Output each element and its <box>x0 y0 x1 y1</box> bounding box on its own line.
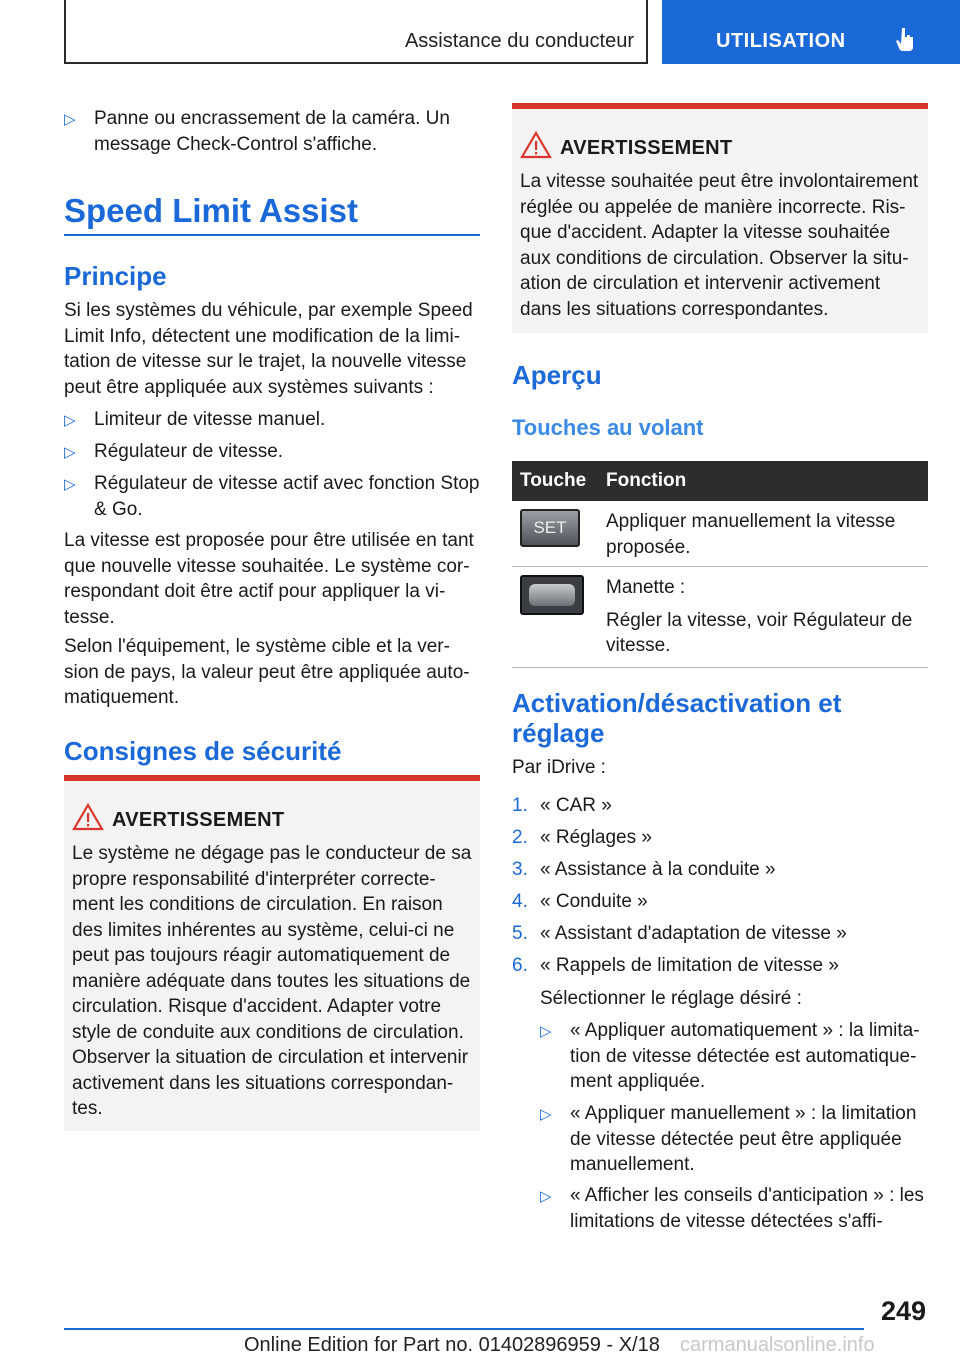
heading-touches: Touches au volant <box>512 415 704 440</box>
bullet-triangle-icon: ▷ <box>540 1023 552 1040</box>
keys-table <box>512 461 928 668</box>
chapter-tab[interactable] <box>662 0 960 64</box>
table-cell <box>512 501 598 567</box>
paragraph: Selon l'équipement, le système cible et la ver-sion de pays, la valeur peut être appliquée auto-matiquement. <box>64 636 470 708</box>
table-cell: Appliquer manuellement la vitesse proposée. <box>598 501 928 567</box>
set-button-icon: SET <box>520 509 580 547</box>
bullet-triangle-icon: ▷ <box>64 476 76 493</box>
paragraph: Par iDrive : <box>512 757 606 778</box>
table-row <box>512 501 928 567</box>
hand-pointer-icon <box>894 26 918 57</box>
bullet-triangle-icon: ▷ <box>540 1106 552 1123</box>
heading-consignes: Consignes de sécurité <box>64 736 342 766</box>
warning-triangle-icon <box>520 131 552 164</box>
table-header-row <box>512 461 928 501</box>
bullet-triangle-icon: ▷ <box>64 111 76 128</box>
paragraph: Sélectionner le réglage désiré : <box>540 988 802 1009</box>
chapter-label: UTILISATION <box>716 30 846 52</box>
table-cell <box>512 567 598 668</box>
section-title: Assistance du conducteur <box>404 30 634 52</box>
warning-title: AVERTISSEMENT <box>560 137 733 159</box>
warning-box <box>64 775 480 1131</box>
page-number: 249 <box>880 1296 926 1326</box>
heading-apercu: Aperçu <box>512 360 602 390</box>
warning-triangle-icon <box>72 803 104 836</box>
table-row <box>512 567 928 668</box>
rocker-switch-icon <box>520 575 584 615</box>
page-title: Speed Limit Assist <box>64 192 359 229</box>
bullet-triangle-icon: ▷ <box>64 444 76 461</box>
table-cell <box>598 567 928 668</box>
warning-body: La vitesse souhaitée peut être involontairement réglée ou appelée de manière incorrecte. Ris-que d'accident. Adapter la vitesse souhaitée aux conditions de circulation. Observer la situ-ation de circulation et intervenir activement dans les situations correspondantes. <box>520 171 919 320</box>
paragraph: Si les systèmes du véhicule, par exemple Speed Limit Info, détectent une modification de la limi-tation de vitesse sur le trajet, la nouvelle vitesse peut être appliquée aux systèmes suivants : <box>64 300 473 398</box>
heading-activation: Activation/désactivation et réglage <box>512 688 842 748</box>
bullet-triangle-icon: ▷ <box>540 1188 552 1205</box>
heading-principe: Principe <box>64 261 167 291</box>
edition-text: Online Edition for Part no. 01402896959 - X/18 <box>244 1334 660 1356</box>
warning-body: Le système ne dégage pas le conducteur de sa propre responsabilité d'interpréter correcte-ment les conditions de circulation. En raison des limites inhérentes au système, celui-ci ne peut pas toujours réagir automatiquement de manière adéquate dans toutes les situations de circulation. Risque d'accident. Adapter votre style de conduite aux conditions de circulation. Observer la situation de circulation et intervenir activement dans les situations correspondan-tes. <box>72 843 472 1119</box>
warning-box <box>512 103 928 333</box>
warning-title: AVERTISSEMENT <box>112 809 285 831</box>
table-text: Manette : <box>606 577 686 598</box>
column-header: Touche <box>512 461 598 501</box>
title-rule <box>64 234 480 236</box>
footer-rule <box>64 1328 864 1330</box>
watermark: carmanualsonline.info <box>680 1334 875 1356</box>
table-text: Régler la vitesse, voir Régulateur de vitesse. <box>606 609 913 656</box>
bullet-triangle-icon: ▷ <box>64 412 76 429</box>
paragraph: La vitesse est proposée pour être utilisée en tant que nouvelle vitesse souhaitée. Le système cor-respondant doit être actif pour appliquer la vi-tesse. <box>64 530 474 628</box>
column-header: Fonction <box>598 461 928 501</box>
